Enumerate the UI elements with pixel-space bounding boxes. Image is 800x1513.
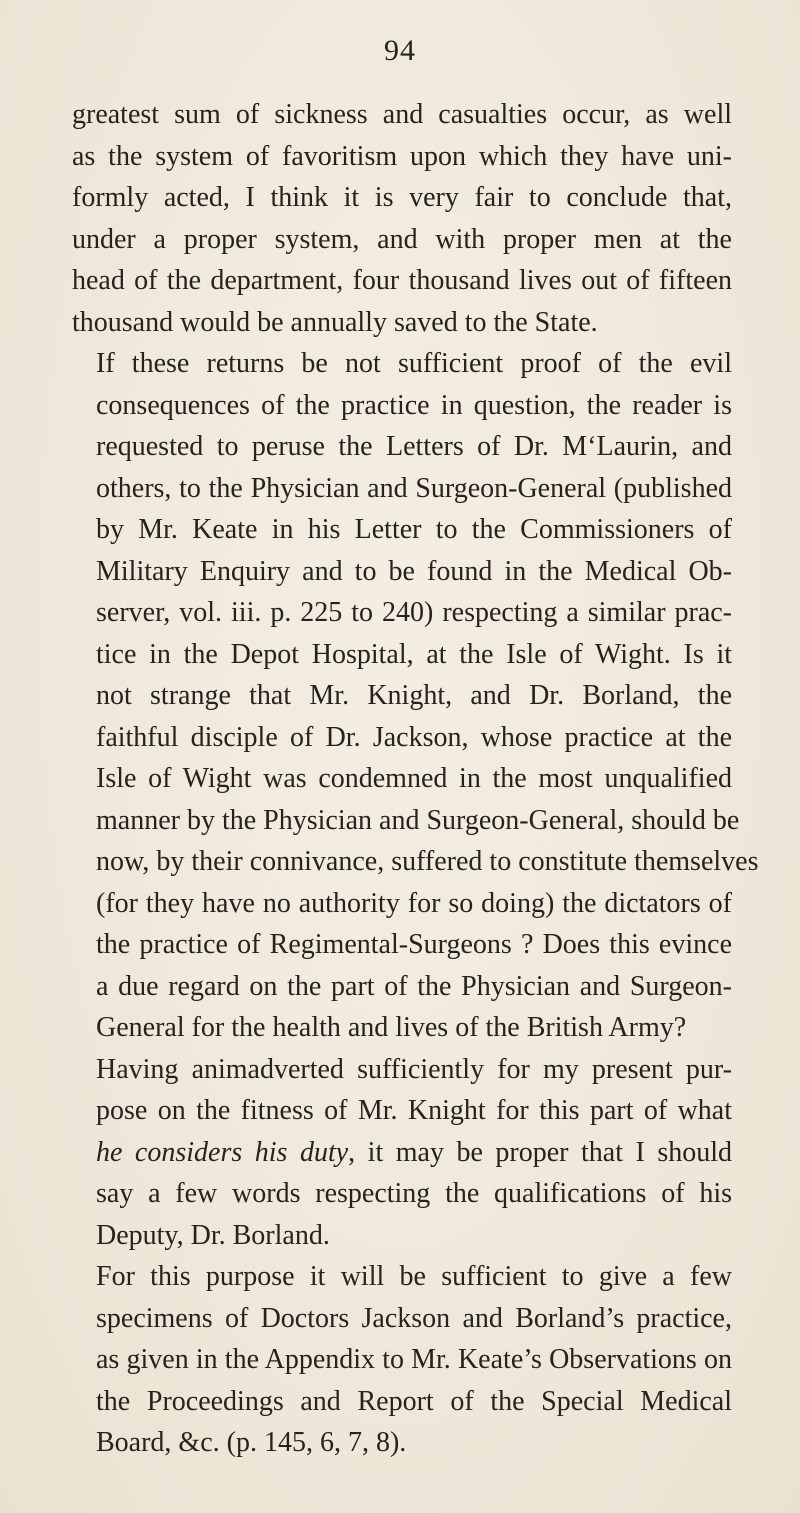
text-fragment: , it may be proper that I should — [348, 1136, 732, 1168]
text-line: as the system of favoritism upon which they have uni- — [72, 140, 732, 172]
paragraph-4 — [72, 1256, 732, 1464]
text-line: consequences of the practice in question, the reader is — [96, 389, 732, 421]
text-line: thousand would be annually saved to the State. — [72, 306, 598, 338]
paragraph-3 — [72, 1049, 732, 1257]
paragraph-1 — [72, 94, 732, 343]
text-line: Board, &c. (p. 145, 6, 7, 8). — [96, 1427, 407, 1458]
text-line: (for they have no authority for so doing) the dictators of — [96, 887, 732, 919]
text-line: others, to the Physician and Surgeon-General (published — [96, 472, 732, 504]
text-line: greatest sum of sickness and casualties occur, as well — [72, 99, 732, 130]
text-line: Deputy, Dr. Borland. — [96, 1219, 330, 1251]
paragraph-2 — [72, 343, 759, 1049]
text-line: the Proceedings and Report of the Special Medical — [96, 1385, 732, 1417]
text-line: pose on the fitness of Mr. Knight for this part of what — [96, 1095, 732, 1126]
text-line: Military Enquiry and to be found in the Medical Ob- — [96, 555, 732, 587]
text-line: not strange that Mr. Knight, and Dr. Borland, the — [96, 680, 732, 711]
text-line: Isle of Wight was condemned in the most unqualified — [96, 763, 732, 794]
text-line: specimens of Doctors Jackson and Borland’s practice, — [96, 1302, 732, 1334]
text-line: Having animadverted sufficiently for my present pur- — [96, 1053, 732, 1085]
text-line: For this purpose it will be sufficient to give a few — [96, 1261, 732, 1292]
text-line: faithful disciple of Dr. Jackson, whose practice at the — [96, 721, 732, 753]
text-line: as given in the Appendix to Mr. Keate’s Observations on — [96, 1344, 732, 1375]
page-number: 94 — [384, 34, 416, 67]
text-line: under a proper system, and with proper men at the — [72, 223, 732, 255]
italic-phrase: he considers his duty — [96, 1136, 349, 1168]
text-line: head of the department, four thousand lives out of fifteen — [72, 265, 732, 296]
text-line: tice in the Depot Hospital, at the Isle of Wight. Is it — [96, 638, 732, 670]
text-line-mixed — [72, 1132, 732, 1174]
body-text — [72, 94, 759, 1464]
text-line: a due regard on the part of the Physician and Surgeon- — [96, 970, 732, 1002]
text-line: now, by their connivance, suffered to constitute themselves — [96, 846, 759, 877]
text-line: by Mr. Keate in his Letter to the Commissioners of — [96, 514, 732, 545]
text-line: General for the health and lives of the British Army? — [96, 1012, 687, 1043]
text-line: server, vol. iii. p. 225 to 240) respecting a similar prac- — [96, 597, 732, 628]
text-line: manner by the Physician and Surgeon-General, should be — [96, 804, 740, 836]
text-line: If these returns be not sufficient proof of the evil — [96, 348, 732, 379]
text-line: say a few words respecting the qualifications of his — [96, 1178, 732, 1209]
text-line: the practice of Regimental-Surgeons ? Does this evince — [96, 929, 732, 960]
text-line: formly acted, I think it is very fair to conclude that, — [72, 182, 732, 213]
text-line: requested to peruse the Letters of Dr. M‘Laurin, and — [96, 431, 732, 462]
